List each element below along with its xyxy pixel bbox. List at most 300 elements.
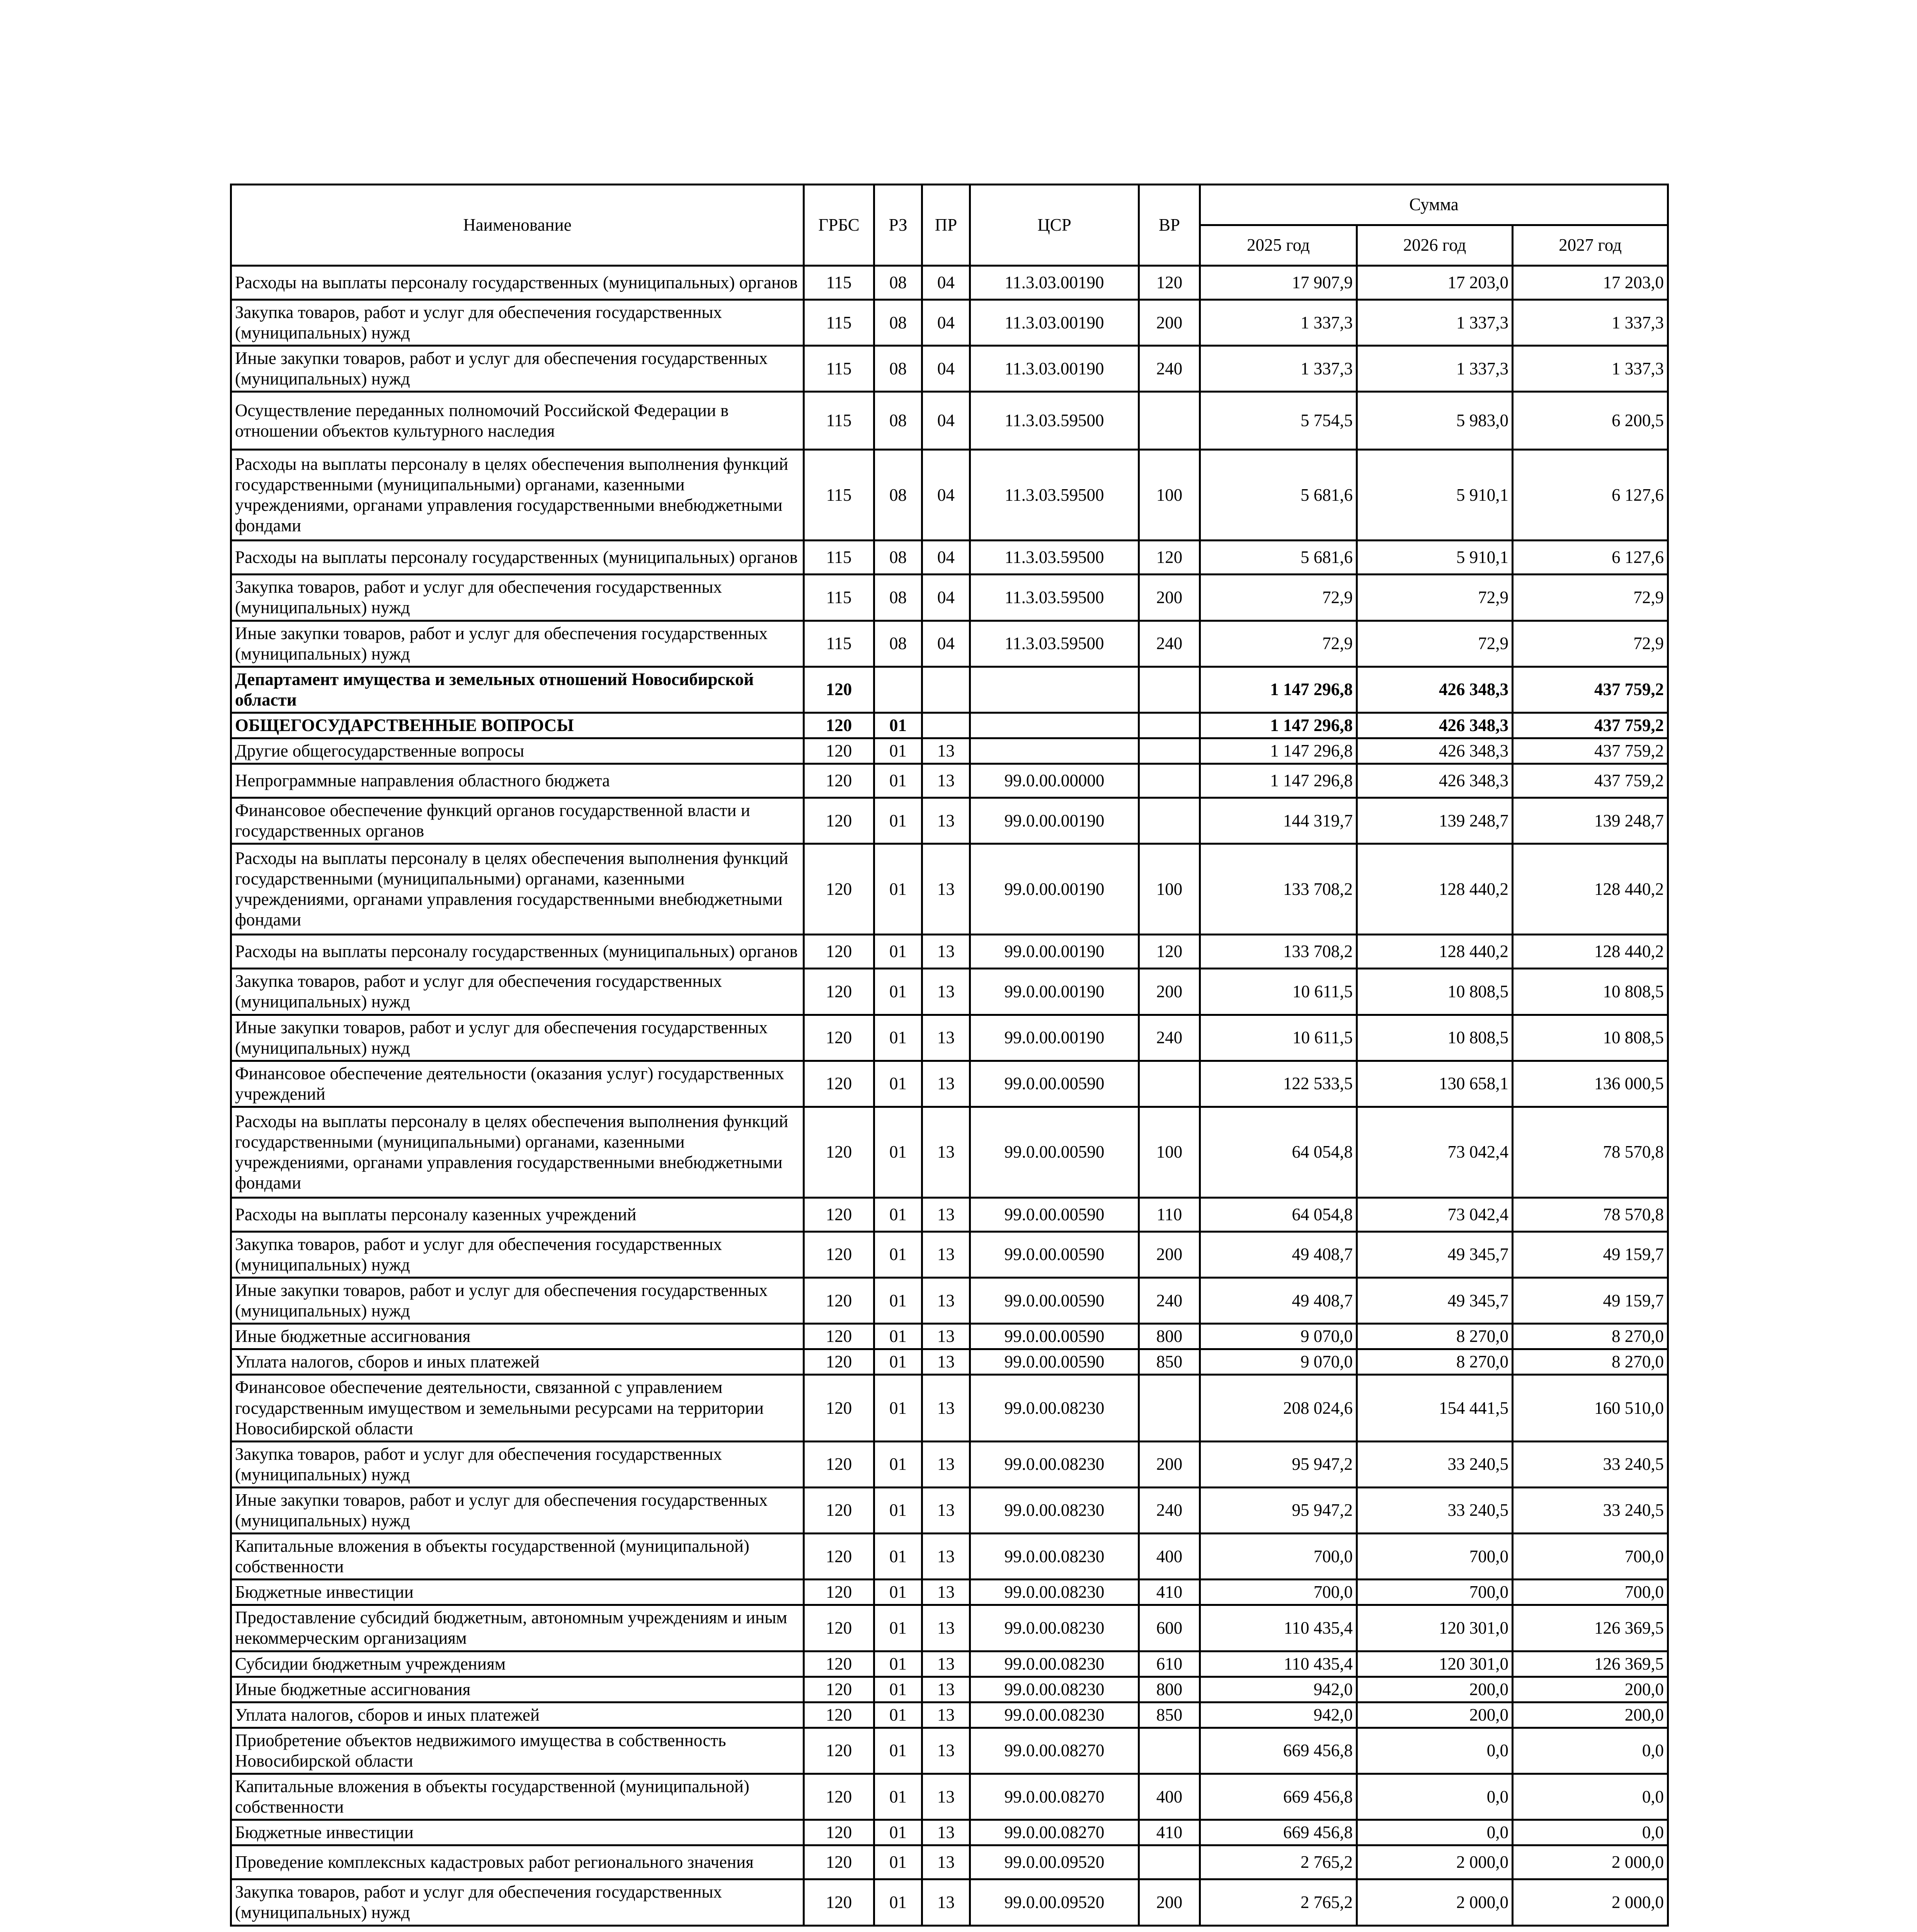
row-csr-cell: 99.0.00.08270 — [970, 1774, 1139, 1820]
table-row — [231, 1061, 1668, 1107]
row-vr-cell: 400 — [1139, 1774, 1200, 1820]
row-grbs-cell: 120 — [804, 1487, 874, 1533]
row-grbs-cell: 120 — [804, 1441, 874, 1487]
row-pr-cell: 13 — [922, 738, 970, 764]
row-grbs-cell: 120 — [804, 764, 874, 798]
row-vr-cell: 240 — [1139, 1487, 1200, 1533]
row-rz-cell: 01 — [874, 1728, 922, 1774]
table-row — [231, 1349, 1668, 1375]
row-sum-2025-cell: 669 456,8 — [1200, 1728, 1357, 1774]
row-grbs-cell: 120 — [804, 1774, 874, 1820]
row-name-cell: Департамент имущества и земельных отношений Новосибирской области — [231, 667, 804, 713]
row-rz-cell: 08 — [874, 266, 922, 300]
row-vr-cell — [1139, 798, 1200, 844]
row-name-cell: Расходы на выплаты персоналу государственных (муниципальных) органов — [231, 541, 804, 575]
row-vr-cell: 200 — [1139, 1441, 1200, 1487]
row-grbs-cell: 120 — [804, 1728, 874, 1774]
row-csr-cell: 11.3.03.59500 — [970, 621, 1139, 667]
row-sum-2026-cell: 700,0 — [1357, 1534, 1513, 1580]
row-vr-cell: 400 — [1139, 1534, 1200, 1580]
row-pr-cell: 13 — [922, 1349, 970, 1375]
row-vr-cell — [1139, 1375, 1200, 1441]
row-pr-cell: 13 — [922, 1487, 970, 1533]
row-name-cell: Расходы на выплаты персоналу государственных (муниципальных) органов — [231, 266, 804, 300]
row-sum-2025-cell: 9 070,0 — [1200, 1324, 1357, 1349]
row-grbs-cell: 120 — [804, 844, 874, 935]
table-row — [231, 1728, 1668, 1774]
row-grbs-cell: 120 — [804, 1605, 874, 1651]
row-vr-cell: 200 — [1139, 969, 1200, 1015]
row-sum-2025-cell: 1 337,3 — [1200, 300, 1357, 346]
row-sum-2026-cell: 5 983,0 — [1357, 392, 1513, 450]
table-row — [231, 621, 1668, 667]
row-csr-cell: 99.0.00.09520 — [970, 1845, 1139, 1879]
table-row — [231, 1375, 1668, 1441]
row-vr-cell: 410 — [1139, 1820, 1200, 1845]
row-pr-cell: 13 — [922, 1728, 970, 1774]
row-name-cell: Закупка товаров, работ и услуг для обеспечения государственных (муниципальных) нужд — [231, 1231, 804, 1277]
row-vr-cell — [1139, 392, 1200, 450]
row-vr-cell: 200 — [1139, 300, 1200, 346]
row-name-cell: Иные бюджетные ассигнования — [231, 1677, 804, 1702]
row-sum-2027-cell: 1 337,3 — [1513, 346, 1668, 392]
row-sum-2027-cell: 17 203,0 — [1513, 266, 1668, 300]
row-rz-cell: 01 — [874, 1534, 922, 1580]
row-sum-2027-cell: 1 337,3 — [1513, 300, 1668, 346]
row-vr-cell: 240 — [1139, 621, 1200, 667]
header-year-2025: 2025 год — [1200, 225, 1357, 266]
row-rz-cell: 01 — [874, 1061, 922, 1107]
table-row — [231, 300, 1668, 346]
row-csr-cell — [970, 667, 1139, 713]
row-sum-2026-cell: 8 270,0 — [1357, 1349, 1513, 1375]
row-csr-cell: 11.3.03.59500 — [970, 392, 1139, 450]
row-sum-2027-cell: 437 759,2 — [1513, 667, 1668, 713]
row-rz-cell: 01 — [874, 1879, 922, 1925]
table-row — [231, 1879, 1668, 1925]
row-sum-2025-cell: 64 054,8 — [1200, 1107, 1357, 1197]
table-row — [231, 798, 1668, 844]
row-name-cell: ОБЩЕГОСУДАРСТВЕННЫЕ ВОПРОСЫ — [231, 713, 804, 738]
table-row — [231, 1677, 1668, 1702]
row-pr-cell — [922, 667, 970, 713]
row-name-cell: Капитальные вложения в объекты государственной (муниципальной) собственности — [231, 1774, 804, 1820]
header-sum: Сумма — [1200, 185, 1668, 225]
header-vr: ВР — [1139, 185, 1200, 266]
row-sum-2025-cell: 2 765,2 — [1200, 1879, 1357, 1925]
row-vr-cell: 240 — [1139, 346, 1200, 392]
row-csr-cell: 99.0.00.08230 — [970, 1534, 1139, 1580]
row-vr-cell: 800 — [1139, 1324, 1200, 1349]
row-vr-cell — [1139, 1061, 1200, 1107]
row-sum-2026-cell: 120 301,0 — [1357, 1605, 1513, 1651]
row-grbs-cell: 120 — [804, 1278, 874, 1324]
row-name-cell: Закупка товаров, работ и услуг для обеспечения государственных (муниципальных) нужд — [231, 969, 804, 1015]
row-pr-cell: 13 — [922, 844, 970, 935]
row-sum-2027-cell: 139 248,7 — [1513, 798, 1668, 844]
row-sum-2027-cell: 6 127,6 — [1513, 541, 1668, 575]
row-sum-2025-cell: 700,0 — [1200, 1580, 1357, 1605]
row-csr-cell: 99.0.00.00190 — [970, 935, 1139, 969]
row-name-cell: Уплата налогов, сборов и иных платежей — [231, 1702, 804, 1728]
row-rz-cell: 01 — [874, 1651, 922, 1677]
row-rz-cell: 01 — [874, 844, 922, 935]
row-grbs-cell: 120 — [804, 935, 874, 969]
row-grbs-cell: 115 — [804, 266, 874, 300]
row-rz-cell: 01 — [874, 1820, 922, 1845]
row-sum-2026-cell: 10 808,5 — [1357, 1015, 1513, 1061]
row-name-cell: Иные закупки товаров, работ и услуг для обеспечения государственных (муниципальных) нужд — [231, 346, 804, 392]
table-row — [231, 392, 1668, 450]
row-sum-2026-cell: 0,0 — [1357, 1728, 1513, 1774]
row-csr-cell: 11.3.03.00190 — [970, 266, 1139, 300]
row-csr-cell: 99.0.00.08230 — [970, 1702, 1139, 1728]
row-grbs-cell: 120 — [804, 1702, 874, 1728]
row-grbs-cell: 115 — [804, 300, 874, 346]
row-name-cell: Иные закупки товаров, работ и услуг для обеспечения государственных (муниципальных) нужд — [231, 1278, 804, 1324]
row-sum-2027-cell: 78 570,8 — [1513, 1197, 1668, 1231]
row-pr-cell: 13 — [922, 1702, 970, 1728]
row-name-cell: Другие общегосударственные вопросы — [231, 738, 804, 764]
row-sum-2027-cell: 49 159,7 — [1513, 1231, 1668, 1277]
row-rz-cell: 01 — [874, 1278, 922, 1324]
row-rz-cell: 01 — [874, 764, 922, 798]
row-sum-2027-cell: 0,0 — [1513, 1774, 1668, 1820]
row-pr-cell: 13 — [922, 1231, 970, 1277]
row-sum-2027-cell: 0,0 — [1513, 1820, 1668, 1845]
row-sum-2025-cell: 110 435,4 — [1200, 1651, 1357, 1677]
row-grbs-cell: 120 — [804, 667, 874, 713]
row-sum-2025-cell: 10 611,5 — [1200, 1015, 1357, 1061]
row-name-cell: Расходы на выплаты персоналу в целях обеспечения выполнения функций государственными (муниципальными) органами, казенными учреждениями, органами управления государственными внебюджетными фондами — [231, 844, 804, 935]
row-sum-2026-cell: 128 440,2 — [1357, 844, 1513, 935]
row-sum-2027-cell: 437 759,2 — [1513, 738, 1668, 764]
row-grbs-cell: 120 — [804, 798, 874, 844]
row-pr-cell: 13 — [922, 1375, 970, 1441]
row-vr-cell: 100 — [1139, 844, 1200, 935]
row-sum-2027-cell: 6 127,6 — [1513, 450, 1668, 541]
row-csr-cell: 11.3.03.59500 — [970, 450, 1139, 541]
row-sum-2025-cell: 133 708,2 — [1200, 844, 1357, 935]
table-row — [231, 1487, 1668, 1533]
row-sum-2027-cell: 10 808,5 — [1513, 969, 1668, 1015]
row-rz-cell: 01 — [874, 1015, 922, 1061]
row-name-cell: Капитальные вложения в объекты государственной (муниципальной) собственности — [231, 1534, 804, 1580]
row-vr-cell: 600 — [1139, 1605, 1200, 1651]
row-pr-cell: 13 — [922, 764, 970, 798]
table-row — [231, 667, 1668, 713]
row-pr-cell: 13 — [922, 969, 970, 1015]
header-year-2027: 2027 год — [1513, 225, 1668, 266]
row-rz-cell: 08 — [874, 575, 922, 621]
row-sum-2025-cell: 1 337,3 — [1200, 346, 1357, 392]
row-sum-2025-cell: 208 024,6 — [1200, 1375, 1357, 1441]
row-sum-2027-cell: 33 240,5 — [1513, 1441, 1668, 1487]
header-name: Наименование — [231, 185, 804, 266]
row-sum-2026-cell: 8 270,0 — [1357, 1324, 1513, 1349]
row-grbs-cell: 120 — [804, 1820, 874, 1845]
row-sum-2026-cell: 200,0 — [1357, 1702, 1513, 1728]
row-sum-2025-cell: 2 765,2 — [1200, 1845, 1357, 1879]
budget-sheet — [230, 184, 1667, 1927]
row-csr-cell: 99.0.00.08230 — [970, 1651, 1139, 1677]
row-rz-cell: 01 — [874, 1231, 922, 1277]
row-sum-2027-cell: 126 369,5 — [1513, 1651, 1668, 1677]
row-sum-2027-cell: 33 240,5 — [1513, 1487, 1668, 1533]
row-sum-2025-cell: 5 754,5 — [1200, 392, 1357, 450]
row-sum-2025-cell: 1 147 296,8 — [1200, 667, 1357, 713]
row-name-cell: Закупка товаров, работ и услуг для обеспечения государственных (муниципальных) нужд — [231, 1879, 804, 1925]
row-pr-cell: 04 — [922, 575, 970, 621]
row-pr-cell: 13 — [922, 1879, 970, 1925]
row-csr-cell: 99.0.00.08230 — [970, 1375, 1139, 1441]
header-pr: ПР — [922, 185, 970, 266]
row-vr-cell: 410 — [1139, 1580, 1200, 1605]
row-pr-cell: 13 — [922, 798, 970, 844]
row-rz-cell: 01 — [874, 1487, 922, 1533]
row-sum-2027-cell: 72,9 — [1513, 621, 1668, 667]
row-vr-cell: 850 — [1139, 1702, 1200, 1728]
row-rz-cell: 01 — [874, 1605, 922, 1651]
table-row — [231, 1534, 1668, 1580]
row-csr-cell: 99.0.00.00190 — [970, 844, 1139, 935]
row-sum-2025-cell: 64 054,8 — [1200, 1197, 1357, 1231]
row-name-cell: Расходы на выплаты персоналу государственных (муниципальных) органов — [231, 935, 804, 969]
table-row — [231, 1702, 1668, 1728]
row-csr-cell: 99.0.00.08230 — [970, 1441, 1139, 1487]
row-rz-cell: 08 — [874, 541, 922, 575]
table-row — [231, 575, 1668, 621]
row-sum-2027-cell: 49 159,7 — [1513, 1278, 1668, 1324]
row-rz-cell: 08 — [874, 392, 922, 450]
row-rz-cell: 08 — [874, 450, 922, 541]
row-sum-2027-cell: 10 808,5 — [1513, 1015, 1668, 1061]
table-row — [231, 738, 1668, 764]
row-rz-cell: 01 — [874, 1107, 922, 1197]
table-row — [231, 1845, 1668, 1879]
row-sum-2025-cell: 9 070,0 — [1200, 1349, 1357, 1375]
row-name-cell: Закупка товаров, работ и услуг для обеспечения государственных (муниципальных) нужд — [231, 300, 804, 346]
row-sum-2026-cell: 0,0 — [1357, 1774, 1513, 1820]
table-row — [231, 1774, 1668, 1820]
row-sum-2026-cell: 700,0 — [1357, 1580, 1513, 1605]
row-rz-cell: 01 — [874, 1441, 922, 1487]
row-pr-cell: 13 — [922, 1278, 970, 1324]
table-row — [231, 346, 1668, 392]
row-pr-cell: 13 — [922, 1441, 970, 1487]
row-sum-2027-cell: 2 000,0 — [1513, 1845, 1668, 1879]
row-name-cell: Осуществление переданных полномочий Российской Федерации в отношении объектов культурного наследия — [231, 392, 804, 450]
row-pr-cell: 13 — [922, 1677, 970, 1702]
table-row — [231, 1324, 1668, 1349]
row-sum-2027-cell: 700,0 — [1513, 1534, 1668, 1580]
row-csr-cell: 99.0.00.00590 — [970, 1197, 1139, 1231]
row-sum-2025-cell: 95 947,2 — [1200, 1487, 1357, 1533]
row-vr-cell — [1139, 1728, 1200, 1774]
row-sum-2027-cell: 437 759,2 — [1513, 764, 1668, 798]
row-pr-cell: 13 — [922, 1845, 970, 1879]
row-grbs-cell: 120 — [804, 1375, 874, 1441]
row-vr-cell: 110 — [1139, 1197, 1200, 1231]
row-pr-cell: 13 — [922, 1197, 970, 1231]
row-pr-cell: 13 — [922, 1605, 970, 1651]
table-row — [231, 1231, 1668, 1277]
table-row — [231, 266, 1668, 300]
row-csr-cell — [970, 713, 1139, 738]
row-name-cell: Приобретение объектов недвижимого имущества в собственность Новосибирской области — [231, 1728, 804, 1774]
row-csr-cell: 99.0.00.00190 — [970, 798, 1139, 844]
row-csr-cell: 99.0.00.08270 — [970, 1728, 1139, 1774]
row-sum-2025-cell: 95 947,2 — [1200, 1441, 1357, 1487]
row-sum-2025-cell: 1 147 296,8 — [1200, 738, 1357, 764]
row-rz-cell: 01 — [874, 1845, 922, 1879]
row-vr-cell — [1139, 764, 1200, 798]
row-sum-2027-cell: 0,0 — [1513, 1728, 1668, 1774]
row-csr-cell: 99.0.00.00590 — [970, 1278, 1139, 1324]
row-rz-cell: 01 — [874, 798, 922, 844]
table-row — [231, 1441, 1668, 1487]
row-sum-2026-cell: 154 441,5 — [1357, 1375, 1513, 1441]
table-row — [231, 969, 1668, 1015]
row-name-cell: Финансовое обеспечение деятельности, связанной с управлением государственным имуществом и земельными ресурсами на территории Новосибирской области — [231, 1375, 804, 1441]
row-pr-cell: 13 — [922, 1774, 970, 1820]
header-csr: ЦСР — [970, 185, 1139, 266]
table-row — [231, 1580, 1668, 1605]
row-sum-2026-cell: 49 345,7 — [1357, 1231, 1513, 1277]
row-vr-cell: 100 — [1139, 450, 1200, 541]
row-sum-2025-cell: 5 681,6 — [1200, 450, 1357, 541]
row-rz-cell: 08 — [874, 346, 922, 392]
row-grbs-cell: 120 — [804, 1061, 874, 1107]
row-sum-2025-cell: 122 533,5 — [1200, 1061, 1357, 1107]
row-grbs-cell: 120 — [804, 969, 874, 1015]
row-sum-2026-cell: 426 348,3 — [1357, 713, 1513, 738]
row-sum-2026-cell: 2 000,0 — [1357, 1879, 1513, 1925]
row-name-cell: Иные закупки товаров, работ и услуг для обеспечения государственных (муниципальных) нужд — [231, 1015, 804, 1061]
row-pr-cell: 13 — [922, 1324, 970, 1349]
row-sum-2026-cell: 130 658,1 — [1357, 1061, 1513, 1107]
row-sum-2026-cell: 49 345,7 — [1357, 1278, 1513, 1324]
row-sum-2026-cell: 72,9 — [1357, 575, 1513, 621]
table-row — [231, 1197, 1668, 1231]
row-csr-cell: 11.3.03.59500 — [970, 575, 1139, 621]
table-row — [231, 1278, 1668, 1324]
row-sum-2027-cell: 2 000,0 — [1513, 1879, 1668, 1925]
row-sum-2027-cell: 700,0 — [1513, 1580, 1668, 1605]
row-csr-cell: 99.0.00.00000 — [970, 764, 1139, 798]
row-pr-cell: 04 — [922, 621, 970, 667]
row-sum-2027-cell: 136 000,5 — [1513, 1061, 1668, 1107]
row-sum-2026-cell: 33 240,5 — [1357, 1441, 1513, 1487]
row-sum-2025-cell: 49 408,7 — [1200, 1278, 1357, 1324]
row-sum-2026-cell: 139 248,7 — [1357, 798, 1513, 844]
row-pr-cell: 13 — [922, 935, 970, 969]
row-sum-2025-cell: 700,0 — [1200, 1534, 1357, 1580]
row-grbs-cell: 115 — [804, 621, 874, 667]
row-vr-cell — [1139, 713, 1200, 738]
table-body — [231, 266, 1668, 1926]
header-rz: РЗ — [874, 185, 922, 266]
row-sum-2026-cell: 0,0 — [1357, 1820, 1513, 1845]
row-sum-2025-cell: 17 907,9 — [1200, 266, 1357, 300]
row-sum-2025-cell: 1 147 296,8 — [1200, 764, 1357, 798]
row-sum-2027-cell: 72,9 — [1513, 575, 1668, 621]
row-pr-cell — [922, 713, 970, 738]
row-grbs-cell: 120 — [804, 1845, 874, 1879]
table-row — [231, 541, 1668, 575]
row-sum-2026-cell: 1 337,3 — [1357, 300, 1513, 346]
row-rz-cell: 01 — [874, 1702, 922, 1728]
table-row — [231, 1015, 1668, 1061]
table-row — [231, 450, 1668, 541]
row-vr-cell — [1139, 667, 1200, 713]
row-name-cell: Проведение комплексных кадастровых работ регионального значения — [231, 1845, 804, 1879]
row-grbs-cell: 120 — [804, 1349, 874, 1375]
row-grbs-cell: 120 — [804, 1677, 874, 1702]
row-csr-cell: 99.0.00.00590 — [970, 1107, 1139, 1197]
table-row — [231, 844, 1668, 935]
row-sum-2026-cell: 5 910,1 — [1357, 541, 1513, 575]
row-csr-cell: 99.0.00.00590 — [970, 1349, 1139, 1375]
row-csr-cell: 99.0.00.08230 — [970, 1677, 1139, 1702]
row-rz-cell: 01 — [874, 1375, 922, 1441]
row-vr-cell: 120 — [1139, 266, 1200, 300]
row-csr-cell: 11.3.03.00190 — [970, 346, 1139, 392]
row-sum-2027-cell: 128 440,2 — [1513, 935, 1668, 969]
row-name-cell: Иные закупки товаров, работ и услуг для обеспечения государственных (муниципальных) нужд — [231, 1487, 804, 1533]
row-vr-cell — [1139, 1845, 1200, 1879]
row-pr-cell: 13 — [922, 1534, 970, 1580]
row-grbs-cell: 120 — [804, 1580, 874, 1605]
budget-table — [230, 184, 1669, 1927]
row-name-cell: Расходы на выплаты персоналу в целях обеспечения выполнения функций государственными (муниципальными) органами, казенными учреждениями, органами управления государственными внебюджетными фондами — [231, 450, 804, 541]
row-grbs-cell: 120 — [804, 713, 874, 738]
row-pr-cell: 04 — [922, 450, 970, 541]
table-row — [231, 764, 1668, 798]
row-sum-2026-cell: 120 301,0 — [1357, 1651, 1513, 1677]
row-rz-cell: 01 — [874, 1349, 922, 1375]
row-rz-cell: 01 — [874, 969, 922, 1015]
row-name-cell: Расходы на выплаты персоналу в целях обеспечения выполнения функций государственными (муниципальными) органами, казенными учреждениями, органами управления государственными внебюджетными фондами — [231, 1107, 804, 1197]
row-sum-2026-cell: 200,0 — [1357, 1677, 1513, 1702]
row-csr-cell: 99.0.00.08230 — [970, 1605, 1139, 1651]
row-name-cell: Иные закупки товаров, работ и услуг для обеспечения государственных (муниципальных) нужд — [231, 621, 804, 667]
row-grbs-cell: 120 — [804, 1107, 874, 1197]
row-sum-2026-cell: 73 042,4 — [1357, 1197, 1513, 1231]
row-rz-cell: 01 — [874, 1580, 922, 1605]
row-vr-cell: 200 — [1139, 1231, 1200, 1277]
row-grbs-cell: 115 — [804, 575, 874, 621]
row-vr-cell: 200 — [1139, 1879, 1200, 1925]
row-vr-cell: 120 — [1139, 935, 1200, 969]
row-sum-2027-cell: 6 200,5 — [1513, 392, 1668, 450]
row-rz-cell: 01 — [874, 713, 922, 738]
row-sum-2027-cell: 126 369,5 — [1513, 1605, 1668, 1651]
row-pr-cell: 13 — [922, 1015, 970, 1061]
row-sum-2025-cell: 10 611,5 — [1200, 969, 1357, 1015]
row-vr-cell — [1139, 738, 1200, 764]
row-name-cell: Финансовое обеспечение функций органов государственной власти и государственных органов — [231, 798, 804, 844]
row-sum-2025-cell: 72,9 — [1200, 621, 1357, 667]
row-pr-cell: 04 — [922, 541, 970, 575]
row-vr-cell: 800 — [1139, 1677, 1200, 1702]
row-rz-cell: 01 — [874, 1774, 922, 1820]
row-vr-cell: 100 — [1139, 1107, 1200, 1197]
header-grbs: ГРБС — [804, 185, 874, 266]
table-header-row — [231, 185, 1668, 225]
row-sum-2026-cell: 2 000,0 — [1357, 1845, 1513, 1879]
row-grbs-cell: 115 — [804, 392, 874, 450]
